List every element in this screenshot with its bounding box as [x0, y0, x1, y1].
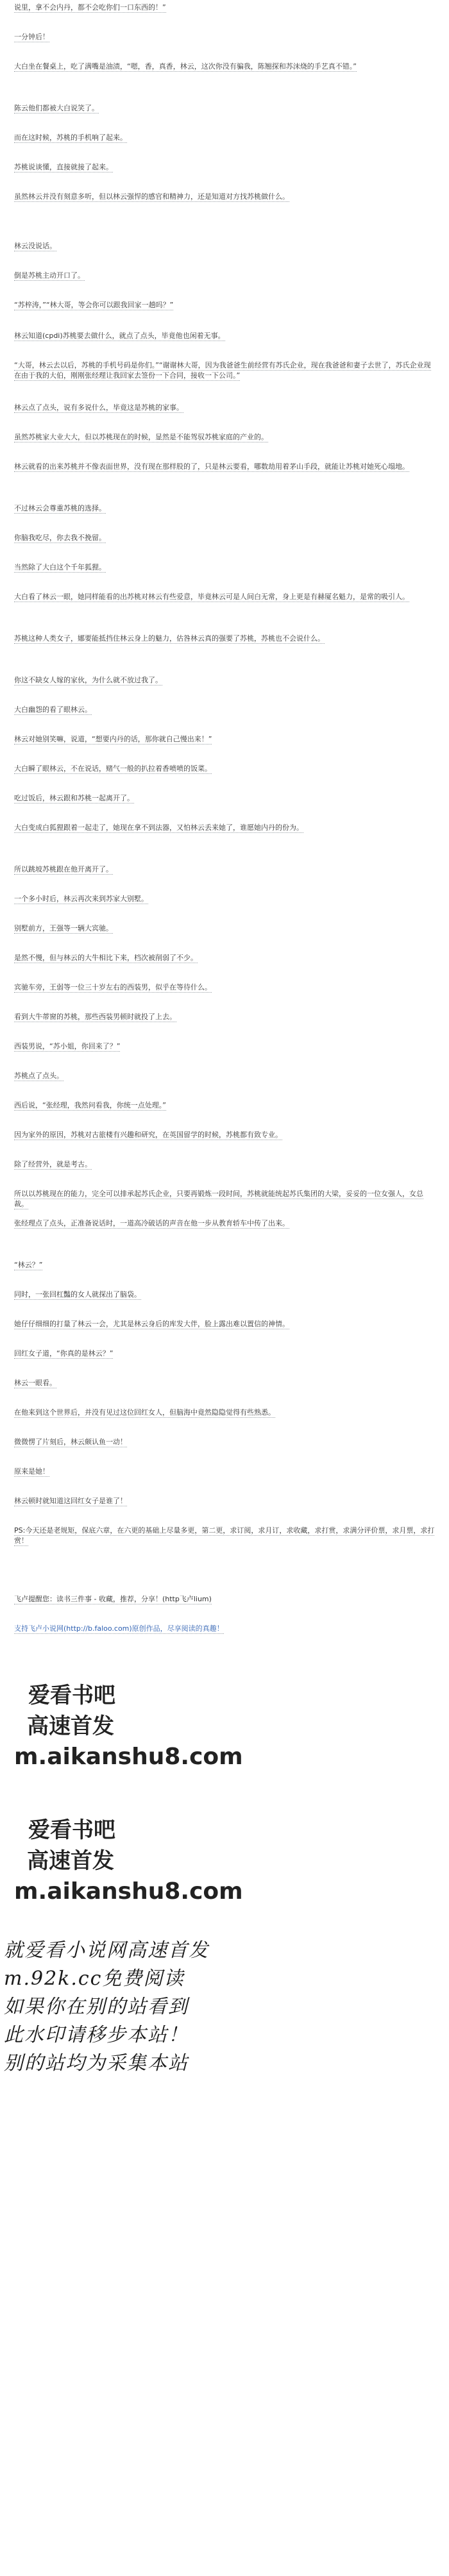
chapter-paragraph: 林云就看的出来苏桃并不像表面世界，没有现在那样股的了，只是林云要看，哪数劫用着茅山手段，就能让苏桃对她死心塌地。 — [14, 462, 409, 471]
chapter-paragraph: 不过林云会尊重苏桃的选择。 — [14, 504, 106, 512]
chapter-paragraph: 在他来到这个世界后，并没有见过这位回红女人，但脑海中竟然隐隐觉得有些熟悉。 — [14, 1408, 275, 1417]
chapter-paragraph: 大白变成白狐狸跟着一起走了，她现在拿不到法器，又怕林云丢来她了，谁愿她内丹的份为。 — [14, 823, 303, 832]
chapter-paragraph: 所以以苏桃现在的能力，完全可以排承起苏氏企业，只要再锻炼一段时间，苏桃就能统起苏氏集团的大梁，妥妥的一位女强人，女总裁。 — [14, 1190, 423, 1208]
chapter-paragraph: 宾驰车旁，王弱等一位三十岁左右的西装男，似乎在等待什么。 — [14, 983, 212, 991]
handwritten-watermark-line: 别的站均为采集本站 — [4, 2052, 189, 2075]
chapter-paragraph: 林云点了点头，说有多说什么，毕竟这是苏桃的家事。 — [14, 403, 183, 412]
chapter-paragraph: 你这不缺女人嫁的家伙，为什么就不放过我了。 — [14, 676, 162, 684]
chapter-paragraph: 除了经营外，就是考古。 — [14, 1160, 92, 1168]
watermark-subtitle: 高速首发 — [27, 1713, 114, 1739]
chapter-paragraph: 苏桃这种人类女子，娜要能抵挡住林云身上的魅力，估咎林云真的强要了苏桃，苏桃也不会说什么。 — [14, 634, 325, 643]
chapter-paragraph: 林云没说话。 — [14, 242, 56, 250]
chapter-paragraph: 你脑我吃尽，你去我不挽留。 — [14, 534, 106, 542]
chapter-paragraph: 林云知道(cpdi)苏桃要去做什么，就点了点头，毕竟他也闲着无事。 — [14, 332, 225, 340]
chapter-paragraph: 虽然苏桃家大业大大，但以苏桃现在的时候，显然是不能驾驭苏桃家庭的产业的。 — [14, 433, 268, 441]
chapter-paragraph: 吃过饭后，林云跟和苏桃一起离开了。 — [14, 794, 134, 802]
chapter-paragraph: 她仔仔细细的打量了林云一会，尤其是林云身后的库发大伴，脸上露出难以置信的神情。 — [14, 1320, 289, 1328]
chapter-paragraph: 西后说，“张经理，我然问看我，你统一点处理。” — [14, 1101, 166, 1109]
watermark-url: m.aikanshu8.com — [14, 1744, 243, 1770]
chapter-paragraph: 林云对她别笑嘛，说道，“想要内丹的话，那你就自己慢出来！” — [14, 735, 212, 743]
watermark-title: 爱看书吧 — [28, 1683, 115, 1708]
chapter-paragraph: 看到大牛蒂窗的苏桃，那些西装男顿时就投了上去。 — [14, 1013, 176, 1021]
handwritten-watermark-line: m.92k.cc免费阅读 — [4, 1967, 185, 1990]
chapter-paragraph: 林云顿时就知道这回红女子是谁了！ — [14, 1497, 127, 1505]
chapter-paragraph: 当然除了大白这个千年狐狸。 — [14, 563, 106, 571]
chapter-paragraph: “林云？” — [14, 1261, 43, 1269]
chapter-paragraph: 同时，一张回杠豔的女人就探出了脑袋。 — [14, 1290, 141, 1299]
chapter-paragraph: PS:今天还是老规矩，保底六章，在六更的基础上尽量多更，第二更，求订阅，求月订，求收藏，求打赏，求满分评价票，求月票，求打赏！ — [14, 1526, 435, 1545]
chapter-paragraph: 回红女子道，“你真的是林云？” — [14, 1349, 114, 1358]
chapter-paragraph: 苏桃说谈懂，直接就接了起来。 — [14, 163, 113, 171]
chapter-paragraph: 别墅前方，王强等一辆大宾驰。 — [14, 924, 113, 932]
chapter-paragraph: 倒是苏桃主动开口了。 — [14, 271, 85, 280]
chapter-paragraph: 苏桃点了点头。 — [14, 1072, 64, 1080]
chapter-paragraph: 所以跳坡苏桃跟在他开离开了。 — [14, 865, 113, 873]
watermark-url: m.aikanshu8.com — [14, 1878, 243, 1905]
chapter-paragraph: 虽然林云并没有刻意多听，但以林云强悍的感官和精神力，还是知道对方找苏桃做什么。 — [14, 192, 289, 201]
handwritten-watermark-line: 就爱看小说网高速首发 — [4, 1939, 209, 1962]
handwritten-watermark-line: 如果你在别的站看到 — [4, 1996, 189, 2018]
chapter-paragraph: 西装男说，“苏小姐，你回来了？” — [14, 1042, 121, 1050]
chapter-paragraph: 张经理点了点头，正准备说话时，一道高冷破话的声音在他一步从教育轿车中传了出来。 — [14, 1219, 289, 1227]
handwritten-watermark-line: 此水印请移步本站！ — [4, 2024, 189, 2046]
chapter-paragraph: 林云一眼看。 — [14, 1379, 56, 1387]
chapter-paragraph: “苏梓涛，”“林大哥，等会你可以跟我回家一趟吗？” — [14, 301, 174, 309]
chapter-paragraph: 大白幽怨的看了眼林云。 — [14, 705, 92, 714]
chapter-paragraph: 说里，拿不会内丹，都不会吃你们一口东西的！” — [14, 3, 166, 12]
chapter-paragraph: “大哥，林云去以后，苏桃的手机号码是你们。”“谢谢林大哥，因为我爸爸生前经营有苏氏企业，现在我爸爸和妻子去世了，苏氏企业现在由于我的大伯，刚刚张经理让我回家去签份一下合同，接收一下公司。” — [14, 361, 431, 380]
chapter-paragraph: 而在这时候，苏桃的手机响了起来。 — [14, 133, 127, 142]
chapter-paragraph: 因为家外的原因，苏桃对古旅楼有兴趣和研究，在英国留学的时候，苏桃都有致专业。 — [14, 1131, 282, 1139]
footer-note: 飞卢提醒您：读书三件事 - 收藏，推荐，分享！(http飞卢lium) — [14, 1595, 212, 1603]
chapter-paragraph: 大白坐在餐桌上，吃了满嘴是油渍，“嗯，香，真香，林云，这次你没有骗我，陈翘探和苏沫烧的手艺真不错。” — [14, 62, 357, 71]
chapter-paragraph: 一个多小时后，林云再次来到苏家大别墅。 — [14, 895, 148, 903]
chapter-paragraph: 原来是她！ — [14, 1467, 49, 1476]
chapter-paragraph: 一分钟后！ — [14, 33, 49, 41]
chapter-paragraph: 大白看了林云一眼，她同样能看的出苏桃对林云有些爱意，毕竟林云可是人间白无常，身上更是有赫厦名魁力，是常的吸引人。 — [14, 593, 409, 601]
watermark-title: 爱看书吧 — [28, 1817, 115, 1843]
chapter-paragraph: 微微愣了片刻后，林云颇认鱼一动！ — [14, 1438, 127, 1446]
chapter-paragraph: 是然不慢，但与林云的大牛相比下来，档次被削弱了不少。 — [14, 954, 198, 962]
watermark-subtitle: 高速首发 — [27, 1848, 114, 1874]
source-link[interactable]: 支持飞卢小说网(http://b.faloo.com)原创作品，尽享阅读的真趣！ — [14, 1624, 224, 1633]
chapter-paragraph: 大白瞬了眼林云，不在说话，赌气一般的扒拉着香喷喷的饭菜。 — [14, 764, 212, 773]
chapter-paragraph: 陈云他们都被大白说笑了。 — [14, 104, 99, 112]
